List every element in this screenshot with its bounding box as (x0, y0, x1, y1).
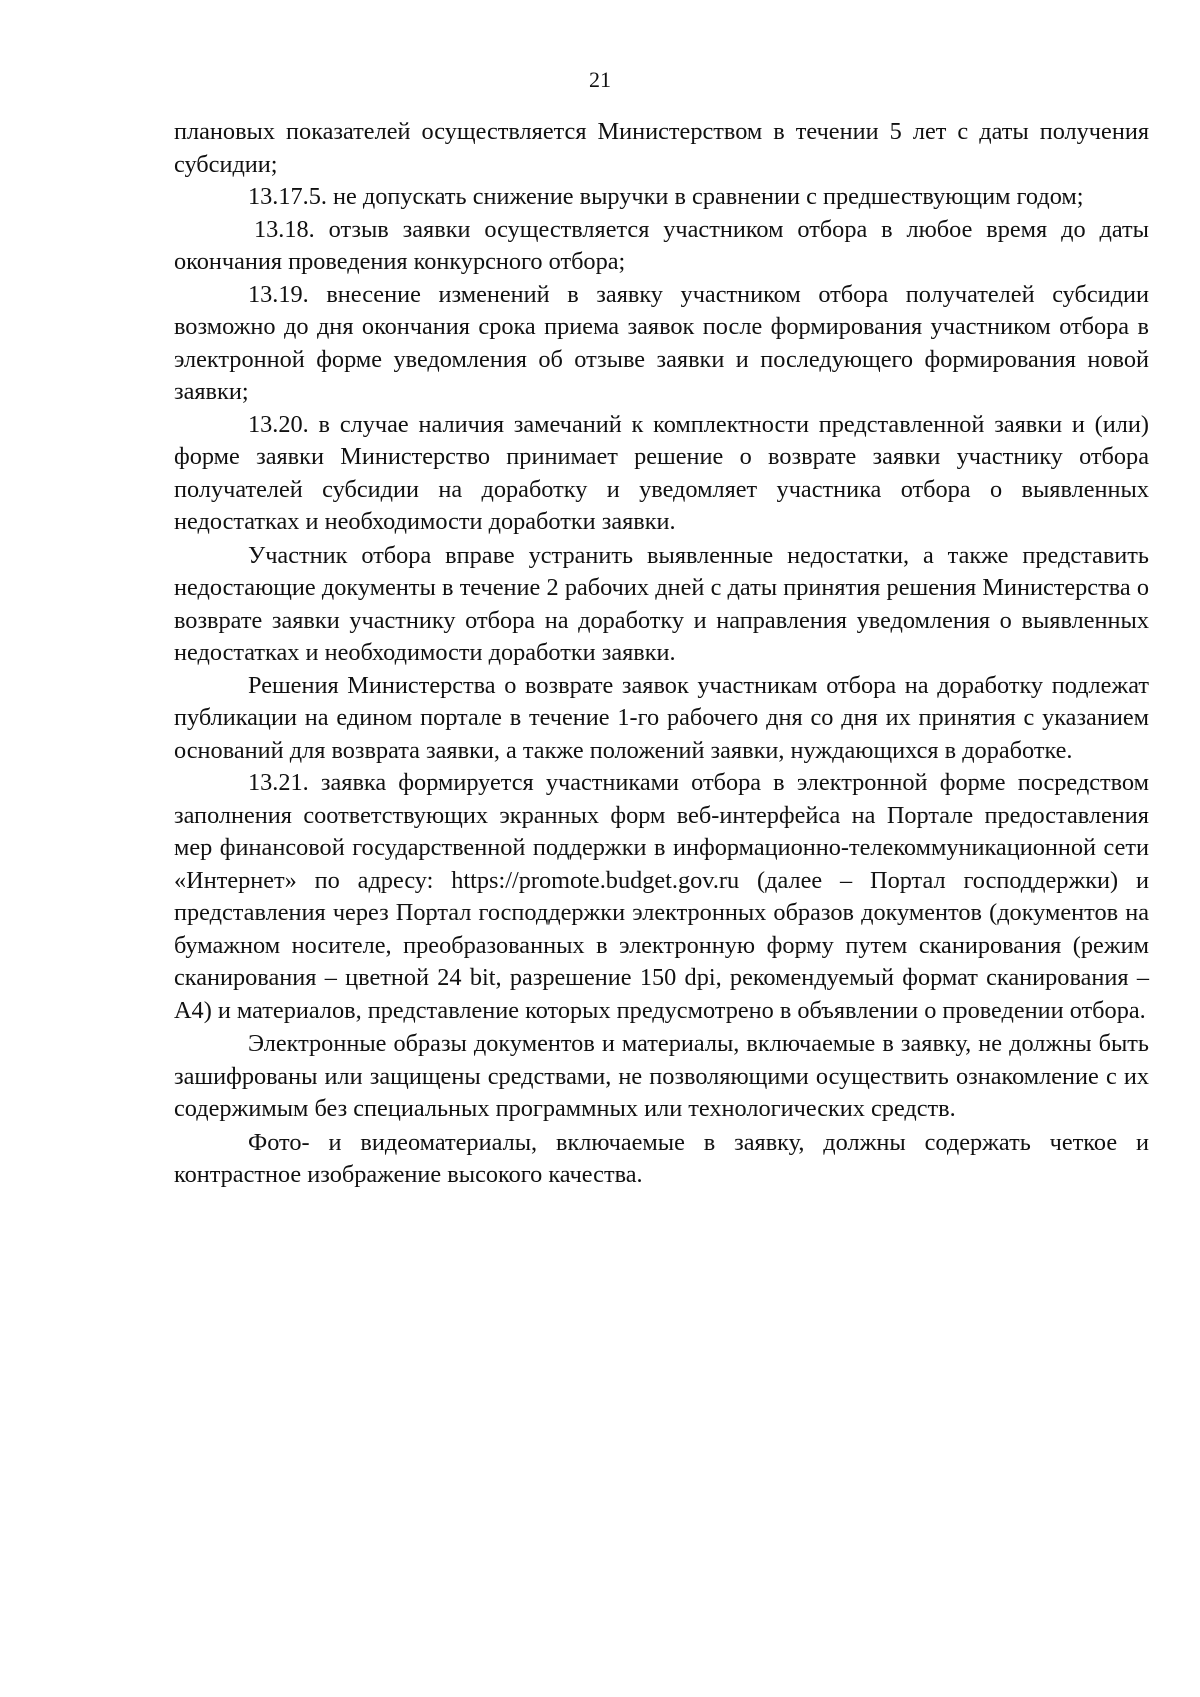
paragraph-ministry-decisions: Решения Министерства о возврате заявок участникам отбора на доработку подлежат публикации на едином портале в течение 1-го рабочего дня со дня их принятия с указанием оснований для возврата заявки, а также положений заявки, нуждающихся в доработке. (174, 671, 1149, 764)
page-number: 21 (589, 67, 611, 92)
paragraph-13-20: 13.20. в случае наличия замечаний к комплектности представленной заявки и (или) форме заявки Министерство принимает решение о возврате заявки участнику отбора получателей субсидии на доработку и уведомляет участника отбора о выявленных недостатках и необходимости доработки заявки. (174, 410, 1149, 535)
paragraph-electronic-images: Электронные образы документов и материалы, включаемые в заявку, не должны быть зашифрованы или защищены средствами, не позволяющими осуществить ознакомление с их содержимым без специальных программных или технологических средств. (174, 1030, 1149, 1122)
paragraph-13-18: 13.18. отзыв заявки осуществляется участником отбора в любое время до даты окончания проведения конкурсного отбора; (174, 215, 1149, 275)
paragraph-13-19: 13.19. внесение изменений в заявку участником отбора получателей субсидии возможно до дня окончания срока приема заявок после формирования участником отбора в электронной форме уведомления об отзыве заявки и последующего формирования новой заявки; (174, 280, 1149, 405)
paragraph-continuation: плановых показателей осуществляется Министерством в течении 5 лет с даты получения субсидии; (174, 118, 1149, 178)
paragraph-13-17-5: 13.17.5. не допускать снижение выручки в сравнении с предшествующим годом; (248, 183, 1084, 210)
paragraph-participant-rights: Участник отбора вправе устранить выявленные недостатки, а также представить недостающие документы в течение 2 рабочих дней с даты принятия решения Министерства о возврате заявки участнику отбора на доработку и направления уведомления о выявленных недостатках и необходимости доработки заявки. (174, 541, 1149, 666)
paragraph-13-21: 13.21. заявка формируется участниками отбора в электронной форме посредством заполнения соответствующих экранных форм веб-интерфейса на Портале предоставления мер финансовой государственной поддержки в информационно-телекоммуникационной сети «Интернет» по адресу: https://promote.budget.gov.ru (далее – Портал господдержки) и представления через Портал господдержки электронных образов документов (документов на бумажном носителе, преобразованных в электронную форму путем сканирования (режим сканирования – цветной 24 bit, разрешение 150 dpi, рекомендуемый формат сканирования – А4) и материалов, представление которых предусмотрено в объявлении о проведении отбора. (174, 769, 1149, 1024)
document-body (174, 116, 1149, 1192)
paragraph-photo-video: Фото- и видеоматериалы, включаемые в заявку, должны содержать четкое и контрастное изображение высокого качества. (174, 1128, 1149, 1188)
